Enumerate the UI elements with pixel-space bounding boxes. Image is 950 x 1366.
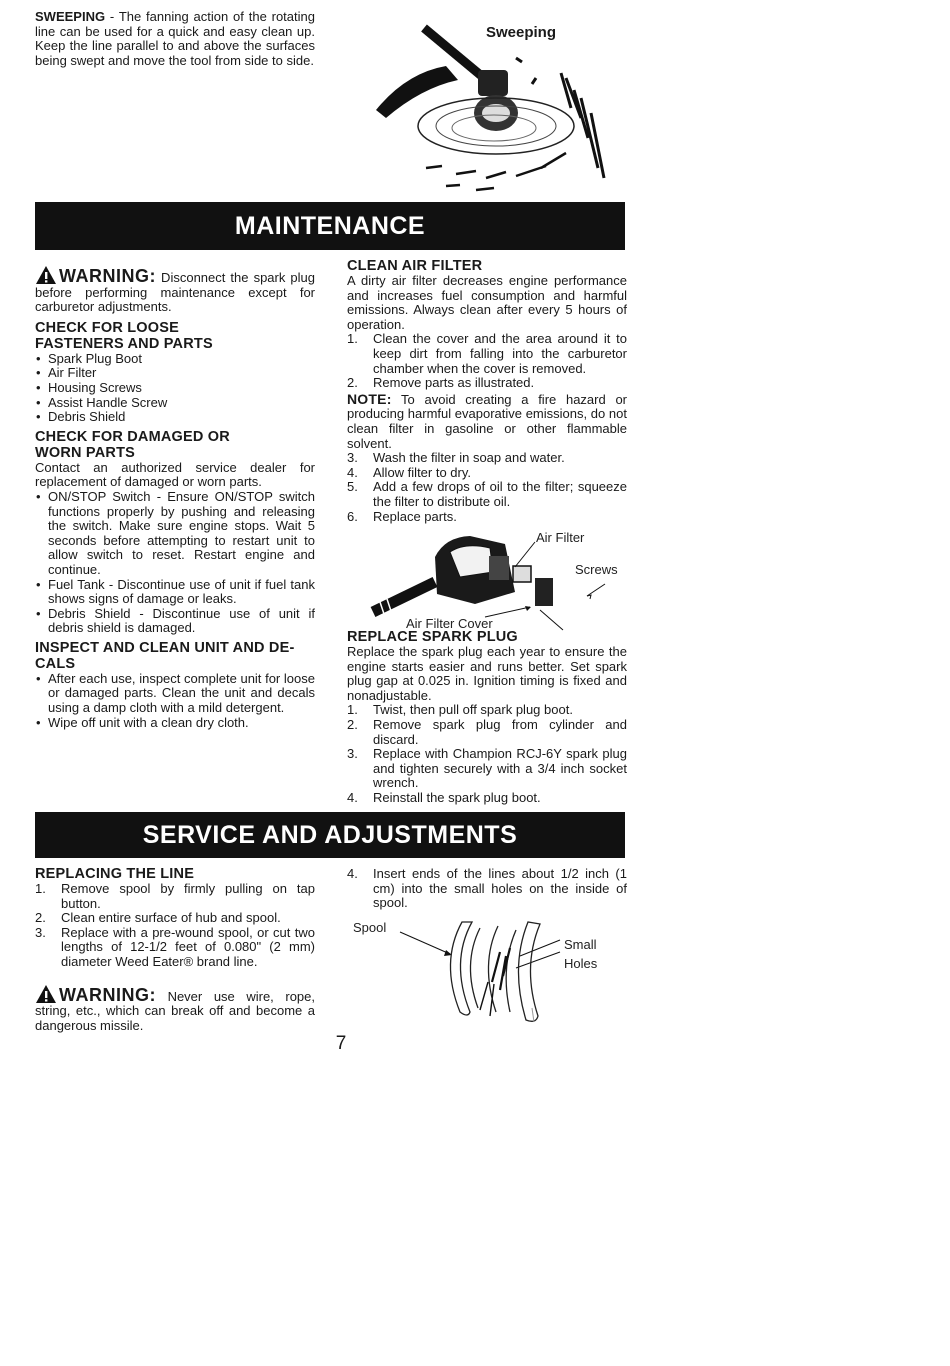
- list-item: • Air Filter: [35, 366, 315, 381]
- air-filter-label: Air Filter: [536, 530, 585, 545]
- replace-spark-plug-steps: [347, 703, 627, 805]
- maintenance-left-column: [35, 265, 315, 730]
- service-left-column: [35, 866, 315, 1033]
- inspect-clean-heading-line1: INSPECT AND CLEAN UNIT AND DE-: [35, 639, 295, 656]
- air-filter-figure: [365, 522, 630, 632]
- list-item: [35, 926, 315, 970]
- check-damaged-heading: [35, 429, 315, 461]
- list-item: [347, 451, 627, 466]
- list-item: [347, 867, 627, 911]
- step-text: Add a few drops of oil to the filter; squeeze the filter to distribute oil.: [373, 479, 627, 509]
- step-text: Remove parts as illustrated.: [373, 375, 535, 391]
- replace-spark-plug-intro: Replace the spark plug each year to ensure the engine starts easier and runs better. Set spark plug gap at 0.025 in. Ignition timing is fixed and nonadjustable.: [347, 644, 627, 703]
- list-item: • Fuel Tank - Discontinue use of unit if fuel tank shows signs of damage or leaks.: [35, 578, 315, 607]
- step-number: 6.: [347, 508, 358, 524]
- service-right-column: [347, 867, 627, 911]
- small-label: Small: [564, 937, 597, 952]
- step-text: Remove spark plug from cylinder and discard.: [373, 716, 627, 747]
- step-number: 2.: [347, 716, 358, 732]
- sweeping-figure: [366, 18, 616, 198]
- step-text: Reinstall the spark plug boot.: [373, 789, 541, 805]
- list-item: [347, 747, 627, 791]
- warning-triangle-icon: [35, 265, 57, 285]
- replacing-line-steps: [35, 882, 315, 970]
- sweeping-text: - The fanning action of the rotating line can be used for a quick and easy clean up. Keep the line parallel to and above the surfaces being swept and move the tool from side to side.: [35, 9, 315, 68]
- maintenance-warning-text: Disconnect the spark plug before performing maintenance except for carburetor adjustments.: [35, 270, 315, 315]
- spool-label: Spool: [353, 920, 387, 935]
- list-item: • After each use, inspect complete unit for loose or damaged parts. Clean the unit and decals using a damp cloth with a mild detergent.: [35, 672, 315, 716]
- list-item: [35, 882, 315, 911]
- note-label: NOTE:: [347, 390, 392, 407]
- step-number: 3.: [347, 450, 358, 466]
- step-number: 3.: [347, 746, 358, 762]
- clean-air-filter-intro: A dirty air filter decreases engine performance and increases fuel consumption and harmful emissions. Always clean after every 5 hours of operation.: [347, 273, 627, 332]
- replacing-line-heading: REPLACING THE LINE: [35, 866, 195, 882]
- inspect-clean-list: [35, 672, 315, 730]
- service-banner: [35, 812, 625, 858]
- step-text: Clean entire surface of hub and spool.: [61, 910, 281, 926]
- step-number: 1.: [35, 881, 46, 896]
- step-number: 5.: [347, 479, 358, 495]
- holes-label: Holes: [564, 956, 598, 971]
- replace-spark-plug-section: [347, 629, 627, 806]
- spool-figure: [350, 912, 620, 1032]
- step-number: 2.: [347, 375, 358, 391]
- list-item: • ON/STOP Switch - Ensure ON/STOP switch functions properly by pushing and releasing the switch. Make sure engine stops. Wait 5 seconds before attempting to restart unit to allow switch to reset. Restart engine and continue.: [35, 490, 315, 578]
- warning-triangle-icon: [35, 984, 57, 1004]
- step-text: Replace with Champion RCJ-6Y spark plug and tighten securely with a 3/4 inch socket wrench.: [373, 746, 627, 791]
- page-number: 7: [335, 1033, 347, 1054]
- step-text: Insert ends of the lines about 1/2 inch (1 cm) into the small holes on the inside of spool.: [373, 866, 627, 911]
- check-loose-heading-line1: CHECK FOR LOOSE: [35, 319, 179, 336]
- clean-air-filter-heading: CLEAN AIR FILTER: [347, 258, 483, 274]
- list-item: [347, 718, 627, 747]
- list-item: • Debris Shield: [35, 410, 315, 425]
- step-number: 1.: [347, 702, 358, 718]
- clean-air-filter-note: [347, 391, 627, 451]
- air-filter-cover-label: Air Filter Cover: [406, 616, 493, 631]
- trimmer-sweeping-illustration: [366, 18, 616, 198]
- list-item: [347, 332, 627, 376]
- clean-air-filter-steps-a: [347, 332, 627, 390]
- step-number: 4.: [347, 866, 358, 881]
- maintenance-warning-title: WARNING:: [59, 266, 156, 286]
- clean-air-filter-steps-b: [347, 451, 627, 524]
- list-item: • Wipe off unit with a clean dry cloth.: [35, 716, 315, 731]
- step-number: 1.: [347, 331, 358, 347]
- check-damaged-heading-line1: CHECK FOR DAMAGED OR: [35, 428, 230, 445]
- list-item: [347, 480, 627, 509]
- sweeping-figure-label: Sweeping: [486, 24, 557, 41]
- step-number: 4.: [347, 789, 358, 805]
- check-loose-heading-line2: FASTENERS AND PARTS: [35, 335, 213, 352]
- spool-illustration: [350, 912, 620, 1032]
- check-damaged-list: [35, 490, 315, 636]
- maintenance-warning: [35, 265, 315, 315]
- note-text: To avoid creating a fire hazard or producing harmful evaporative emissions, do not clean filter in gasoline or other flammable solvent.: [347, 391, 627, 451]
- step-number: 2.: [35, 910, 46, 926]
- screws-label: Screws: [575, 562, 618, 577]
- service-warning-text: Never use wire, rope, string, etc., which can break off and become a dangerous missile.: [35, 988, 315, 1033]
- check-damaged-heading-line2: WORN PARTS: [35, 444, 136, 461]
- air-filter-illustration: [365, 522, 630, 632]
- step-text: Replace parts.: [373, 508, 457, 524]
- maintenance-right-column: [347, 258, 627, 524]
- service-banner-title: SERVICE AND ADJUSTMENTS: [142, 820, 518, 849]
- check-loose-list: [35, 352, 315, 425]
- list-item: [347, 376, 627, 391]
- list-item: • Assist Handle Screw: [35, 396, 315, 411]
- list-item: [347, 703, 627, 718]
- check-loose-heading: [35, 320, 315, 352]
- step-number: 4.: [347, 464, 358, 480]
- sweeping-term: SWEEPING: [35, 9, 106, 24]
- list-item: [347, 791, 627, 806]
- sweeping-paragraph: [35, 10, 315, 68]
- list-item: [347, 466, 627, 481]
- step-number: 3.: [35, 924, 46, 940]
- list-item: • Housing Screws: [35, 381, 315, 396]
- list-item: [35, 911, 315, 926]
- maintenance-banner-title: MAINTENANCE: [234, 211, 426, 240]
- list-item: • Spark Plug Boot: [35, 352, 315, 367]
- service-warning-title: WARNING:: [59, 984, 156, 1005]
- list-item: • Debris Shield - Discontinue use of unit if debris shield is damaged.: [35, 607, 315, 636]
- step-text: Twist, then pull off spark plug boot.: [373, 702, 573, 718]
- replacing-line-step4: [347, 867, 627, 911]
- step-text: Wash the filter in soap and water.: [373, 450, 565, 466]
- check-damaged-intro: Contact an authorized service dealer for replacement of damaged or worn parts.: [35, 459, 315, 490]
- step-text: Remove spool by firmly pulling on tap button.: [61, 881, 315, 911]
- step-text: Replace with a pre-wound spool, or cut two lengths of 12-1/2 feet of 0.080" (2 mm) diameter Weed Eater® brand line.: [61, 924, 315, 969]
- replace-spark-plug-heading: REPLACE SPARK PLUG: [347, 629, 518, 645]
- step-text: Clean the cover and the area around it to keep dirt from falling into the carburetor chamber when the cover is removed.: [373, 331, 627, 376]
- step-text: Allow filter to dry.: [373, 464, 472, 480]
- inspect-clean-heading: [35, 640, 315, 672]
- maintenance-banner: [35, 202, 625, 250]
- service-warning: [35, 984, 315, 1034]
- inspect-clean-heading-line2: CALS: [35, 655, 76, 672]
